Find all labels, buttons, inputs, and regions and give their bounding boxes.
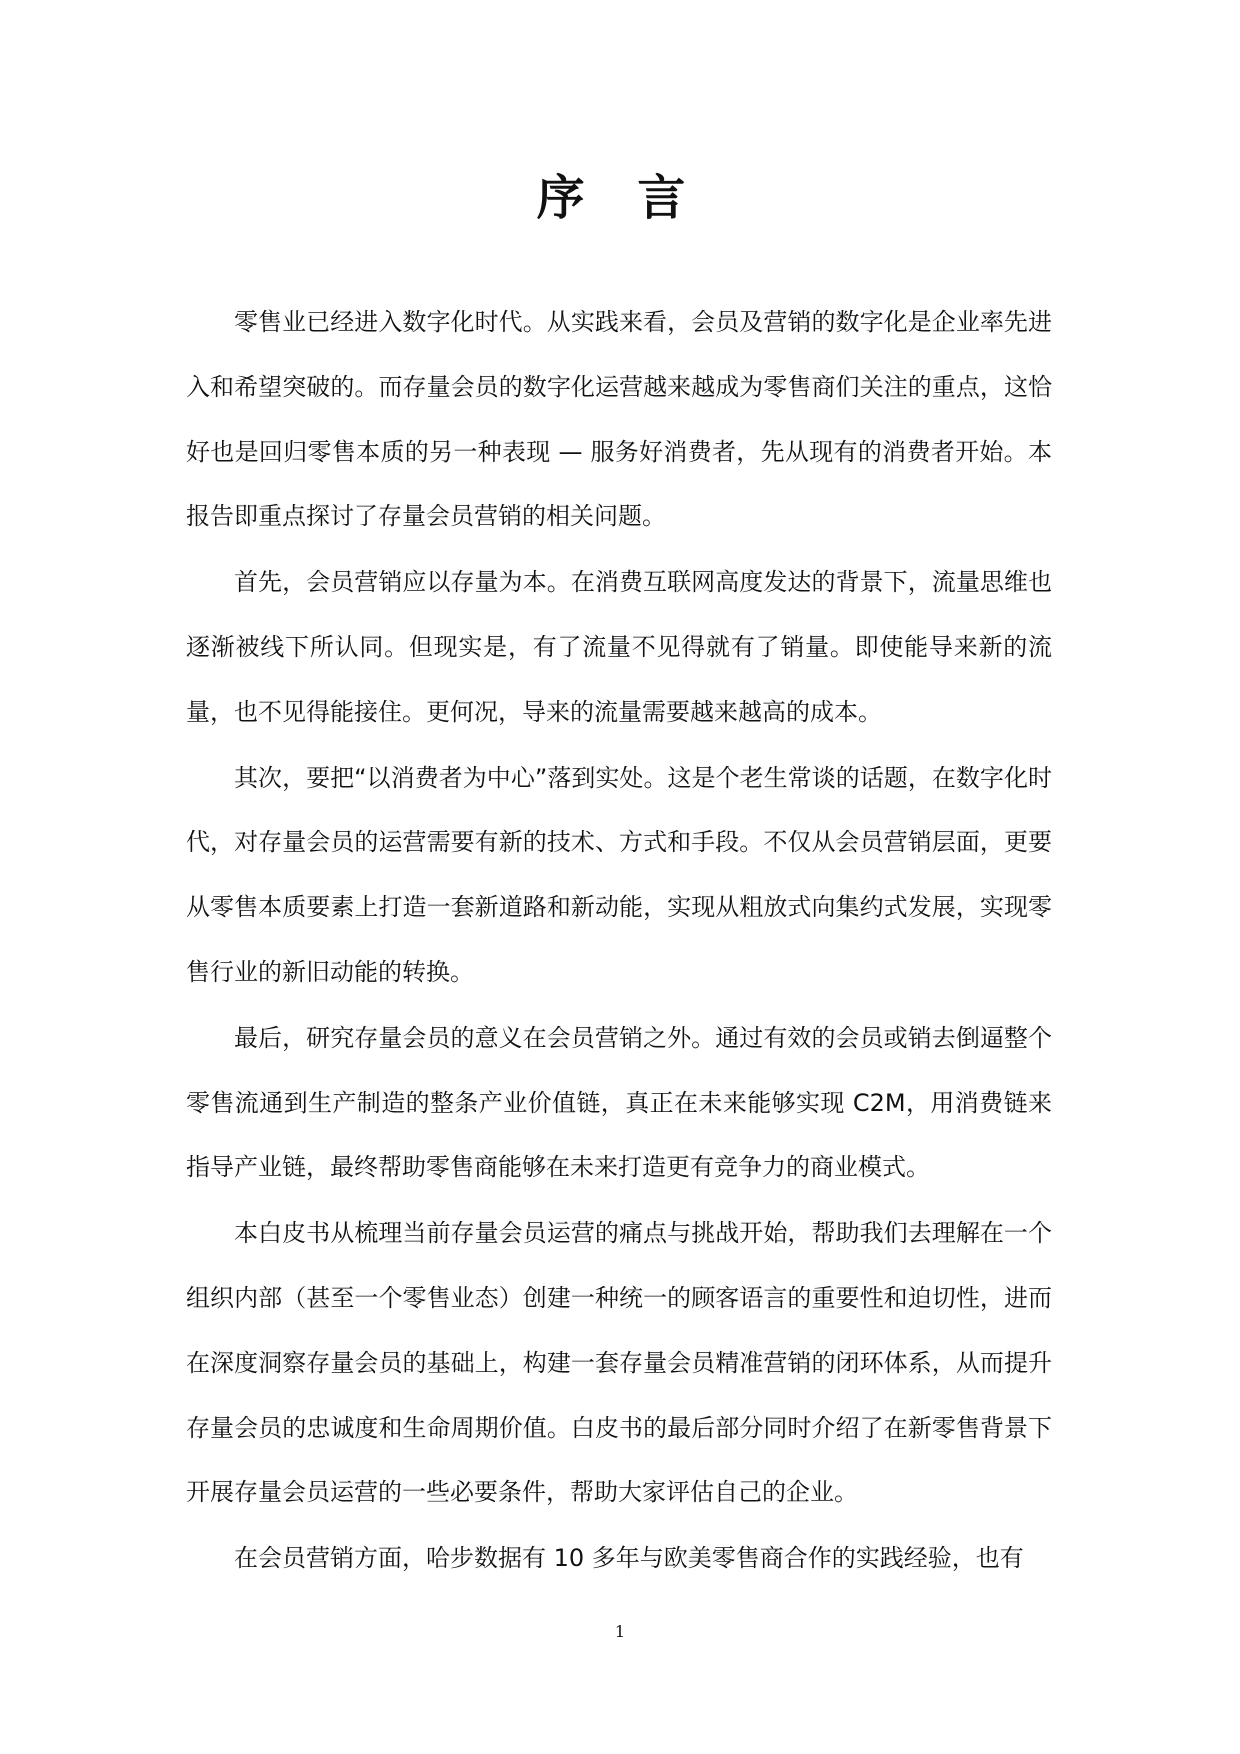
page-title: 序 言 — [536, 170, 704, 226]
paragraph-5: 本白皮书从梳理当前存量会员运营的痛点与挑战开始，帮助我们去理解在一个组织内部（甚至一个零售业态）创建一种统一的顾客语言的重要性和迫切性，进而在深度洞察存量会员的基础上，构建一套存量会员精准营销的闭环体系，从而提升存量会员的忠诚度和生命周期价值。白皮书的最后部分同时介绍了在新零售背景下开展存量会员运营的一些必要条件，帮助大家评估自己的企业。 — [186, 1219, 1052, 1507]
paragraph-2: 首先，会员营销应以存量为本。在消费互联网高度发达的背景下，流量思维也逐渐被线下所认同。但现实是，有了流量不见得就有了销量。即使能导来新的流量，也不见得能接住。更何况，导来的流量需要越来越高的成本。 — [186, 568, 1052, 726]
paragraph-4: 最后，研究存量会员的意义在会员营销之外。通过有效的会员或销去倒逼整个零售流通到生产制造的整条产业价值链，真正在未来能够实现 C2M，用消费链来指导产业链，最终帮助零售商能够在未来打造更有竞争力的商业模式。 — [186, 1023, 1052, 1182]
page-number: 1 — [614, 1622, 626, 1641]
paragraph-3: 其次，要把“以消费者为中心”落到实处。这是个老生常谈的话题，在数字化时代，对存量会员的运营需要有新的技术、方式和手段。不仅从会员营销层面，更要从零售本质要素上打造一套新道路和新动能，实现从粗放式向集约式发展，实现零售行业的新旧动能的转换。 — [186, 763, 1052, 986]
paragraph-6: 在会员营销方面，哈步数据有 10 多年与欧美零售商合作的实践经验，也有 — [234, 1544, 1024, 1573]
body-text — [186, 290, 1052, 1592]
paragraph-1: 零售业已经进入数字化时代。从实践来看，会员及营销的数字化是企业率先进入和希望突破的。而存量会员的数字化运营越来越成为零售商们关注的重点，这恰好也是回归零售本质的另一种表现 — 服务好消费者，先从现有的消费者开始。本报告即重点探讨了存量会员营销的相关问题。 — [186, 308, 1052, 531]
